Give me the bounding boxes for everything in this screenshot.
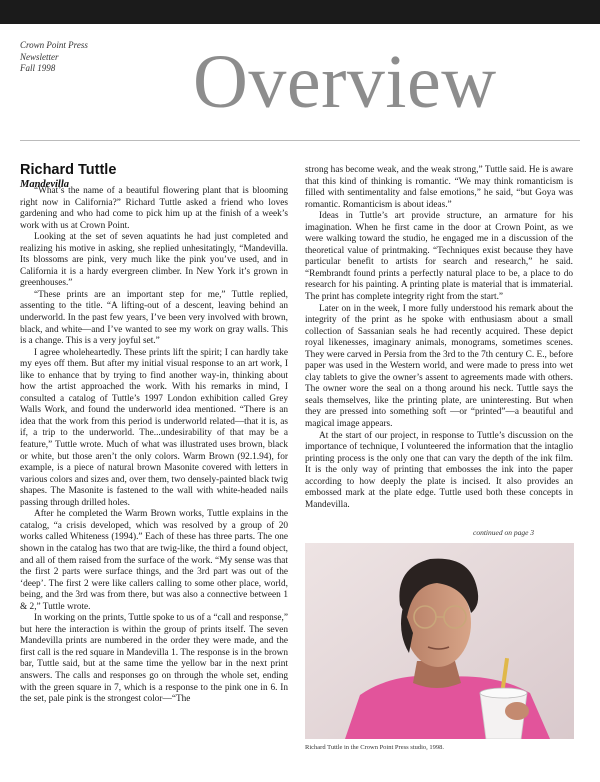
article-heading: Richard Tuttle <box>20 162 117 178</box>
paragraph: In working on the prints, Tuttle spoke to us of a “call and response,” but here the interaction is within the group of prints itself. The seven Mandevilla prints are numbered in the order they were made, and the first call is the red square in Mandevilla 1. The response is in the brown bar, Tuttle said, but at the same time the yellow bar in the next print answers. The calls and responses go on through the whole set, ending with the green square in 7, which is a response to the pink one in 6. In the set, pale pink is the strongest color—“The <box>20 613 288 705</box>
photo-caption: Richard Tuttle in the Crown Point Press studio, 1998. <box>305 744 445 751</box>
left-column <box>20 186 288 706</box>
cup-rim <box>480 688 527 698</box>
artist-photo <box>305 543 574 739</box>
paragraph: After he completed the Warm Brown works, Tuttle explains in the catalog, “a crisis developed, which was resolved by a group of 20 works called Whiteness (1994).” Each of these has three parts. The one shown in the catalog has two that are twig-like, the third a found object, and all of them raised from the surface of the work. “My sense was that the first 2 parts were surface things, and the 3rd part was out of the ‘deep’. The first 2 were like callers calling to some other place, world, being, and the 3rd was from there, but was also a connective between 1 & 2,” Tuttle wrote. <box>20 509 288 612</box>
paragraph: Looking at the set of seven aquatints he had just completed and realizing his motive in asking, she replied unhesitatingly, “Mandevilla. Its blossoms are pink, very much like the pink you’ve used, and in California it is a hardy evergreen climber. In New York it’s grown in greenhouses.” <box>20 232 288 289</box>
masthead <box>20 40 88 75</box>
right-column <box>305 165 573 511</box>
paragraph: “What’s the name of a beautiful flowering plant that is blooming right now in California?” Richard Tuttle asked a friend who loves gardening and who had come to pick him up at the finish of a week’s work with us at Crown Point. <box>20 186 288 231</box>
hand <box>505 702 529 720</box>
paragraph: I agree wholeheartedly. These prints lift the spirit; I can hardly take my eyes off them. But after my initial visual response to an art work, I like to enhance that by trying to find another way-in, thinking about how the artist approached the work. With his remarks in mind, I consulted a catalog of Tuttle’s 1997 London exhibition called Grey Walls Work, and found the underworld idea mentioned. “There is an idea that the work from this period is underworld related—that it is, as if, a trip to the underworld. The...undesirability of that may be a feature,” Tuttle wrote. Much of what was illustrated uses brown, black or white, but those aren’t the only colors. Warm Brown (92.1.94), for example, is a piece of natural brown Masonite covered with letters in various colors and sizes and, over them, two densely-painted black twig shapes. The Masonite is fastened to the wall with white-headed nails passing through drilled holes. <box>20 347 288 508</box>
top-black-band <box>0 0 600 24</box>
paragraph: Later on in the week, I more fully understood his remark about the integrity of the print as he spoke with enthusiasm about a small collection of Sassanian seals he had recently acquired. These depict royal likenesses, imaginary animals, monograms, sometimes scenes. They were carved in Persia from the 3rd to the 7th century C. E., before paper was used in the Western world, and were made to press into wet clay tablets to give the owner’s assent to agreements made with others. The owner wore the seal on a thong around his neck. Tuttle says the seals themselves, like the printing plate, are uninteresting. But when they are pressed into something soft —or “printed”—a beautiful and magical image appears. <box>305 303 573 430</box>
paragraph: “These prints are an important step for me,” Tuttle replied, assenting to the title. “A lifting-out of a descent, leaving behind an underworld. In the past few years, I’ve been very involved with brown, black, and white—and I’ve wanted to see my work on gray walls. This is a change. This is a very joyful set.” <box>20 289 288 347</box>
continued-note: continued on page 3 <box>473 528 535 537</box>
title-divider <box>20 140 580 141</box>
paragraph: At the start of our project, in response to Tuttle’s discussion on the importance of technique, I volunteered the information that the intaglio printing process is the only one that can vary the depth of the ink film. It is the only way of printing that embosses the ink into the paper according to how deeply the plate is incised. It also provides an embossed mark at the plate edge. Tuttle used both these concepts in Mandevilla. <box>305 430 573 510</box>
paragraph: strong has become weak, and the weak strong,” Tuttle said. He is aware that this kind of thinking is romantic. “We may think romanticism is filled with sentimentality and false emotions,” he said, “but Goya was romantic. Romanticism is about ideas.” <box>305 165 573 210</box>
masthead-type: Newsletter <box>20 51 59 62</box>
masthead-issue: Fall 1998 <box>20 63 56 73</box>
paragraph: Ideas in Tuttle’s art provide structure, an armature for his imagination. When he first came in the door at Crown Point, as we were walking toward the studio, he engaged me in a discussion of the theoretical value of printmaking. “Techniques exist because they have particular benefit to artists for search and research,” he said. “Rembrandt found prints a perfectly natural place to be, a place to do research for his painting. A printing plate is material that is immaterial. The print has complete integrity right from the start.” <box>305 211 573 303</box>
article-subheading: Mandevilla <box>20 179 69 190</box>
page-title: Overview <box>193 40 497 124</box>
masthead-publisher: Crown Point Press <box>20 40 88 50</box>
